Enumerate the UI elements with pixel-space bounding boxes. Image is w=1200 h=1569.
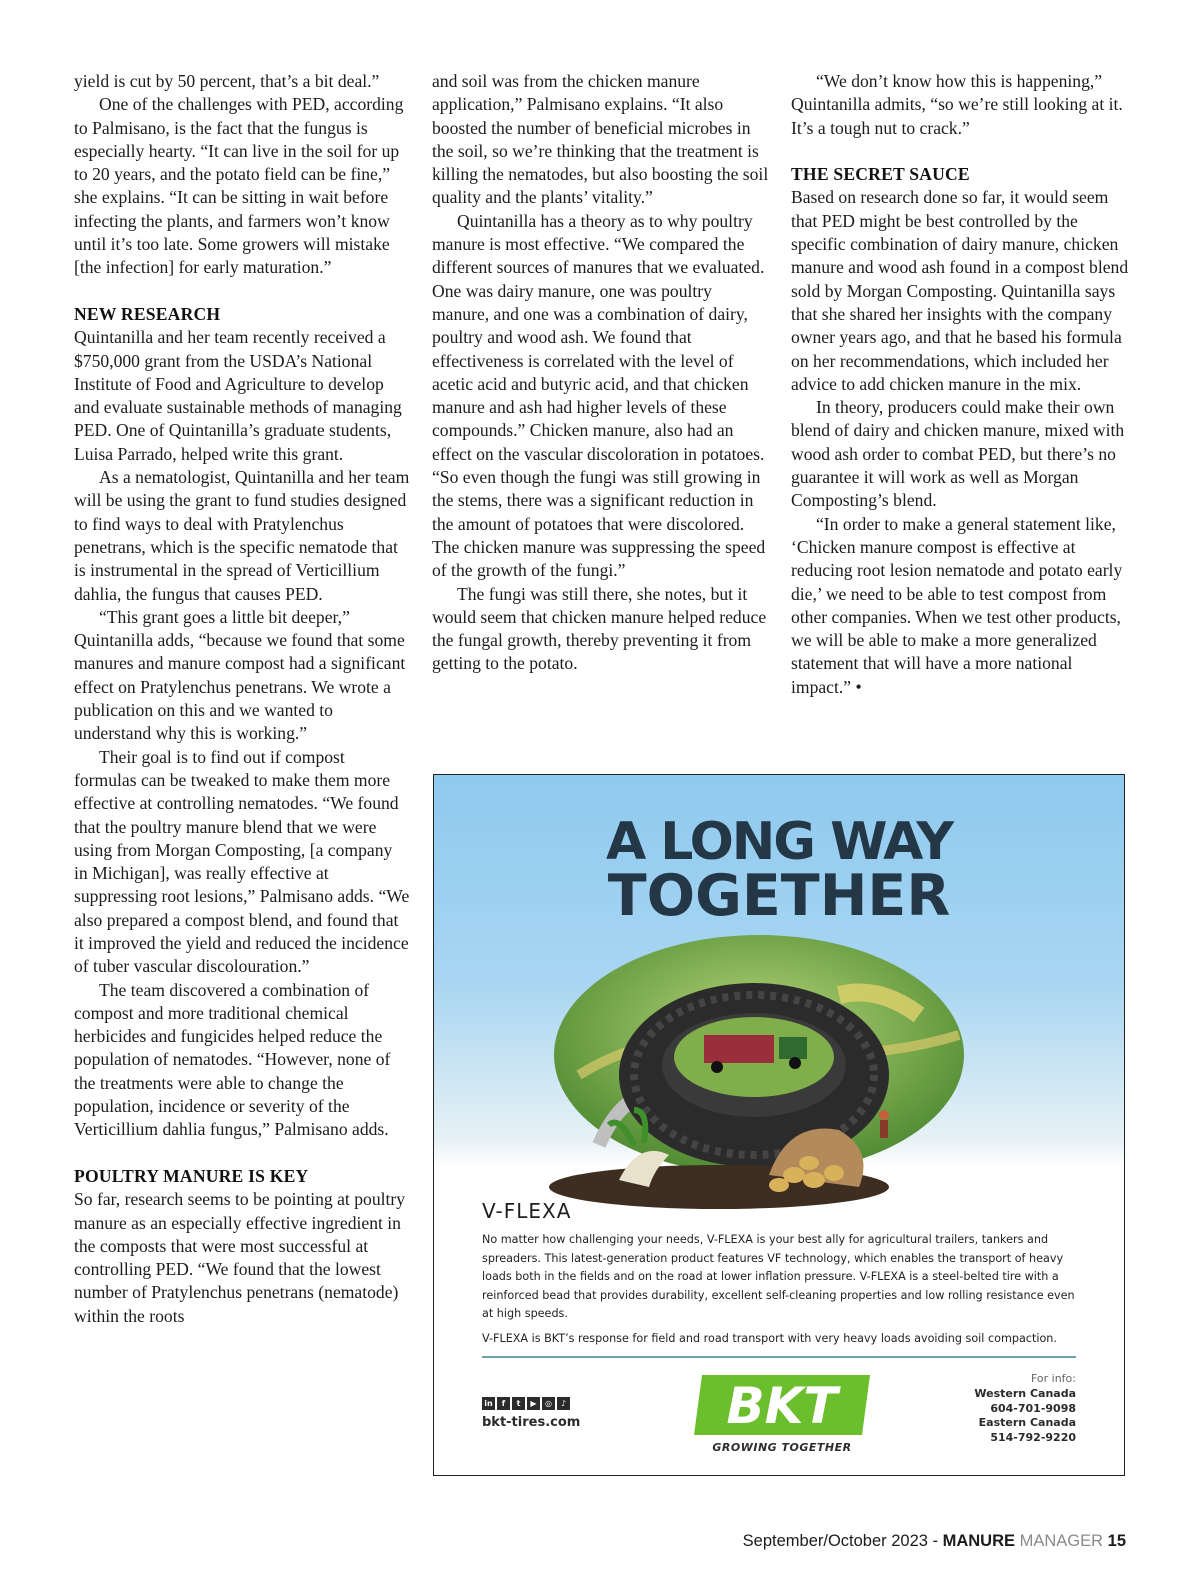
article-column-2 xyxy=(432,70,770,676)
paragraph: and soil was from the chicken manure application,” Palmisano explains. “It also boosted the number of beneficial microbes in the soil, so we’re thinking that the treatment is killing the nematodes, but also boosting the soil quality and the plants’ vitality.” xyxy=(432,71,769,208)
tractor-shape xyxy=(779,1037,807,1059)
paragraph: yield is cut by 50 percent, that’s a bit deal.” xyxy=(74,71,380,91)
issue-date: September/October 2023 - xyxy=(742,1532,943,1550)
ad-headline-line-2: TOGETHER xyxy=(607,863,951,929)
youtube-icon[interactable]: ▶ xyxy=(527,1397,540,1410)
ad-divider xyxy=(482,1356,1076,1358)
paragraph: The fungi was still there, she notes, but it would seem that chicken manure helped reduce the fungal growth, thereby preventing it from getting to the potato. xyxy=(432,583,767,674)
tire-landscape-illustration xyxy=(539,925,979,1215)
facebook-icon[interactable]: f xyxy=(497,1397,510,1410)
ad-headline xyxy=(434,812,1124,929)
paragraph: “In order to make a general statement like, ‘Chicken manure compost is effective at reducing root lesion nematode and potato early die,’ we need to be able to test compost from other companies. When we test other products, we will be able to make a more generalized statement that will have a more national impact.” • xyxy=(791,513,1123,697)
paragraph: Quintanilla has a theory as to why poultry manure is most effective. “We compared the different sources of manures that we evaluated. One was dairy manure, one was poultry manure, and one was a combination of dairy, poultry and wood ash. We found that effectiveness is correlated with the level of acetic acid and butyric acid, and that chicken manure and ash had higher levels of these compounds.” Chicken manure, also had an effect on the vascular discoloration in potatoes. “So even though the fungi was still growing in the stems, there was a significant reduction in the amount of potatoes that were discolored. The chicken manure was suppressing the speed of the growth of the fungi.” xyxy=(432,210,766,581)
paragraph: Quintanilla and her team recently received a $750,000 grant from the USDA’s National Institute of Food and Agriculture to develop and evaluate sustainable methods of managing PED. One of Quintanilla’s graduate students, Luisa Parrado, helped write this grant. xyxy=(74,327,402,464)
ad-product-name: V-FLEXA xyxy=(482,1199,572,1223)
magazine-name-bold: MANURE xyxy=(942,1532,1016,1550)
paragraph: Based on research done so far, it would seem that PED might be best controlled by the specific combination of dairy manure, chicken manure and wood ash found in a compost blend sold by Morgan Composting. Quintanilla says that she shared her insights with the company owner years ago, and that he based his formula on her recommendations, which included her advice to add chicken manure in the mix. xyxy=(791,187,1129,394)
contact-region-east: Eastern Canada xyxy=(978,1416,1076,1430)
page-footer xyxy=(743,1532,1126,1551)
paragraph: “We don’t know how this is happening,” Quintanilla admits, “so we’re still looking at it. It’s a tough nut to crack.” xyxy=(791,71,1123,138)
twitter-icon[interactable]: t xyxy=(512,1397,525,1410)
contact-phone-west: 604-701-9098 xyxy=(990,1401,1076,1415)
contact-phone-east: 514-792-9220 xyxy=(990,1431,1076,1445)
ad-body-copy xyxy=(482,1231,1078,1355)
paragraph: So far, research seems to be pointing at poultry manure as an especially effective ingredient in the composts that were most successful at controlling PED. “We found that the lowest number of Pratylenchus penetrans (nematode) within the roots xyxy=(74,1189,406,1326)
ad-headline-line-1: A LONG WAY xyxy=(605,812,953,872)
article-column-1 xyxy=(74,70,410,1328)
farmer-shape xyxy=(879,1110,889,1120)
trailer-shape xyxy=(704,1035,774,1063)
contact-region-west: Western Canada xyxy=(974,1386,1076,1400)
ad-tagline: GROWING TOGETHER xyxy=(712,1441,852,1454)
paragraph: Their goal is to find out if compost formulas can be tweaked to make them more effective at controlling nematodes. “We found that the poultry manure blend that we were using from Morgan Composting, [a company in Michigan], was really effective at suppressing root lesions,” Palmisano adds. “We also prepared a compost blend, and found that it improved the yield and reduced the incidence of tuber vascular discolouration.” xyxy=(74,746,410,977)
paragraph: One of the challenges with PED, according to Palmisano, is the fact that the fungus is especially hearty. “It can live in the soil for up to 20 years, and the potato field can be fine,” she explains. “It can be sitting in wait before infecting the plants, and farmers won’t know until it’s too late. Some growers will mistake [the infection] for early maturation.” xyxy=(74,94,404,278)
paragraph: In theory, producers could make their own blend of dairy and chicken manure, mixed with wood ash order to combat PED, but there’s no guarantee it will work as well as Morgan Composting’s blend. xyxy=(791,397,1125,511)
instagram-icon[interactable]: ◎ xyxy=(542,1397,555,1410)
linkedin-icon[interactable]: in xyxy=(482,1397,495,1410)
paragraph: As a nematologist, Quintanilla and her team will be using the grant to fund studies designed to find ways to deal with Pratylenchus penetrans, which is the specific nematode that is instrumental in the spread of Verticillium dahlia, the fungus that causes PED. xyxy=(74,467,410,604)
paragraph: The team discovered a combination of compost and more traditional chemical herbicides and fungicides helped reduce the population of nematodes. “However, none of the treatments were able to change the population, incidence or severity of the Verticillium dahlia fungus,” Palmisano adds. xyxy=(74,979,391,1140)
section-heading-new-research: NEW RESEARCH xyxy=(74,303,221,324)
ad-contact-info xyxy=(974,1372,1076,1446)
magazine-name-light: MANAGER xyxy=(1015,1532,1108,1550)
section-heading-poultry-manure: POULTRY MANURE IS KEY xyxy=(74,1165,309,1186)
bkt-advertisement[interactable] xyxy=(433,774,1125,1476)
ad-body-paragraph: No matter how challenging your needs, V-FLEXA is your best ally for agricultural trailers, tankers and spreaders. This latest-generation product features VF technology, which enables the transport of heavy loads both in the fields and on the road at lower inflation pressure. V-FLEXA is a steel-belted tire with a reinforced bead that provides durability, excellent self-cleaning properties and low rolling resistance even at high speeds. xyxy=(482,1233,1075,1321)
bkt-logo xyxy=(692,1373,872,1437)
tiktok-icon[interactable]: ♪ xyxy=(557,1397,570,1410)
ad-body-paragraph: V-FLEXA is BKT’s response for field and road transport with very heavy loads avoiding soil compaction. xyxy=(482,1331,1057,1345)
ad-website-link[interactable]: bkt-tires.com xyxy=(482,1415,581,1430)
paragraph: “This grant goes a little bit deeper,” Quintanilla adds, “because we found that some manures and manure compost had a significant effect on Pratylenchus penetrans. We wrote a publication on this and we wanted to understand why this is working.” xyxy=(74,606,406,744)
social-icons xyxy=(482,1397,570,1410)
page-number: 15 xyxy=(1107,1532,1126,1550)
contact-label: For info: xyxy=(1030,1372,1076,1385)
section-heading-secret-sauce: THE SECRET SAUCE xyxy=(791,164,970,185)
article-column-3 xyxy=(791,70,1129,699)
bkt-logo-text: BKT xyxy=(726,1377,838,1435)
